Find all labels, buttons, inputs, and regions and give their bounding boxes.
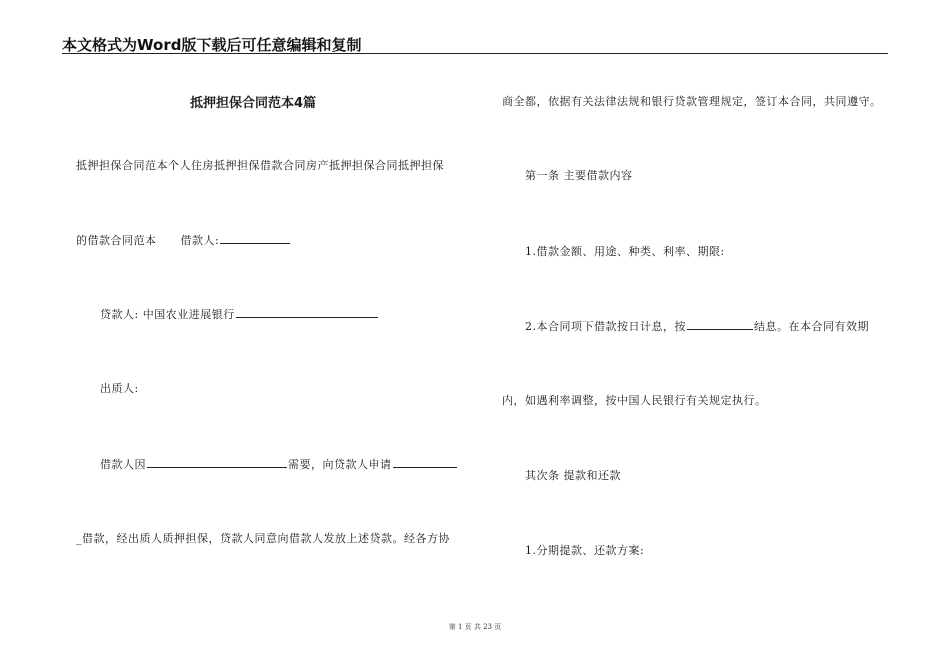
amount-blank [393,457,457,468]
borrow-continuation-line: _借款，经出质人质押担保，贷款人同意向借款人发放上述贷款。经各方协 [76,532,450,545]
right-continuation-line: 商全都，依据有关法律法规和银行贷款管理规定，签订本合同，共同遵守。 [502,95,882,108]
article-2-heading: 其次条 提款和还款 [525,469,621,482]
borrow-reason-text-a: 借款人因 [100,458,146,471]
lender-label: 贷款人: 中国农业进展银行 [100,308,235,321]
article-1-item-2 [525,318,869,334]
pledgor-label: 出质人: [100,382,139,395]
intro-line-1: 抵押担保合同范本个人住房抵押担保借款合同房产抵押担保合同抵押担保 [76,159,444,172]
article-1-heading: 第一条 主要借款内容 [525,169,633,182]
article-1-item-2-continuation: 内，如遇利率调整，按中国人民银行有关规定执行。 [502,394,767,407]
header-notice: 本文格式为Word版下载后可任意编辑和复制 [62,36,362,54]
lender-line [100,306,379,322]
borrow-reason-text-b: 需要，向贷款人申请 [288,458,392,471]
interest-blank [687,319,753,330]
article-1-item-1: 1.借款金额、用途、种类、利率、期限: [525,245,725,258]
article-1-item-2-text-b: 结息。在本合同有效期 [754,320,869,333]
lender-blank [236,307,378,318]
borrower-label: 借款人: [180,234,220,247]
document-title: 抵押担保合同范本4篇 [190,96,317,111]
header-divider [62,53,888,54]
intro-line-2 [76,232,291,248]
article-1-item-2-text-a: 2.本合同项下借款按日计息，按 [525,320,686,333]
borrow-reason-line [100,456,458,472]
page-number: 第 1 页 共 23 页 [448,623,502,631]
intro-line-2-text: 的借款合同范本 [76,234,157,247]
borrower-blank [220,233,290,244]
reason-blank [147,457,287,468]
article-2-item-1: 1.分期提款、还款方案: [525,544,645,557]
